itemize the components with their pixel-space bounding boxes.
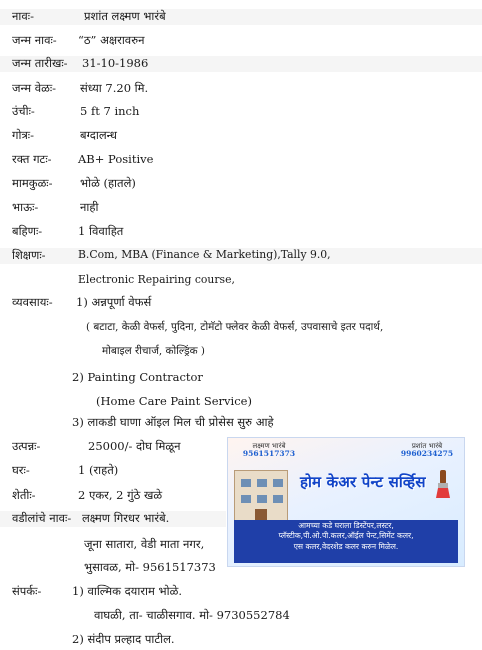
label-business: व्यवसायः- [12, 295, 53, 309]
row-blood-group [0, 152, 482, 168]
row-education [0, 248, 482, 264]
value-brother: नाही [80, 200, 99, 214]
row-business [0, 295, 482, 311]
value-dob: 31-10-1986 [82, 56, 149, 70]
row-house [0, 463, 226, 479]
label-education: शिक्षणः- [12, 248, 46, 262]
label-dob: जन्म तारीखः- [12, 56, 68, 70]
row-name [0, 9, 482, 25]
row-mama [0, 176, 482, 192]
row-gotra [0, 128, 482, 144]
banner-services-line-3: एस कलर,वेदरशेड कलर करुन मिळेल. [293, 541, 399, 551]
banner-title: होम केअर पेन्ट सर्व्हिस [300, 473, 426, 491]
value-farm: 2 एकर, 2 गुंठे खळे [78, 488, 163, 502]
row-farm [0, 488, 226, 504]
banner-services-line-2: प्लॅस्टीक,पी.ओ.पी.कलर,ऑईल पेन्ट,सिमेंट कलर, [278, 531, 414, 541]
label-birth-name: जन्म नावः- [12, 33, 57, 47]
banner-right-name: प्रशांत भारंबे [411, 442, 443, 450]
row-brother [0, 200, 482, 216]
label-sister: बहिणः- [12, 224, 43, 238]
business-item-2: 2) Painting Contractor [72, 370, 203, 384]
value-gotra: बग्दालन्ध [80, 128, 117, 142]
label-birth-time: जन्म वेळः- [12, 81, 57, 95]
business-item-3: 3) लाकडी घाणा ऑइल मिल ची प्रोसेस सुरु आहे [72, 415, 274, 429]
contact-item-2: 2) संदीप प्रल्हाद पाटील. [72, 632, 175, 646]
business-item-1-detail-1: ( बटाटा, केळी वेफर्स, पुदिना, टोमॅटो फ्लेवर केळी वेफर्स, उपवासाचे इतर पदार्थ, [86, 321, 384, 333]
paint-service-banner [227, 437, 465, 567]
label-brother: भाऊः- [12, 200, 39, 214]
value-height: 5 ft 7 inch [80, 104, 140, 118]
label-mama: मामकुळः- [12, 176, 53, 190]
label-name: नावः- [12, 9, 34, 23]
value-name: प्रशांत लक्ष्मण भारंबे [84, 9, 166, 23]
row-birth-time [0, 81, 482, 97]
label-income: उत्पन्नः- [12, 439, 41, 453]
label-contact: संपर्कः- [12, 584, 42, 598]
row-height [0, 104, 482, 120]
row-contact [0, 584, 482, 600]
value-birth-name: “ठ” अक्षरावरुन [78, 33, 145, 47]
label-blood-group: रक्त गटः- [12, 152, 52, 166]
value-education-line2: Electronic Repairing course, [78, 273, 235, 286]
value-income: 25000/- दोघ मिळून [88, 439, 181, 453]
value-mama: भोळे (हातले) [80, 176, 136, 190]
banner-services-line-1: आमच्या कडे घराला डिस्टेंपर,लस्टर, [298, 521, 394, 530]
value-blood-group: AB+ Positive [78, 152, 154, 166]
row-income [0, 439, 226, 455]
building-icon [234, 470, 288, 524]
label-height: उंचीः- [12, 104, 35, 118]
value-sister: 1 विवाहित [78, 224, 124, 238]
banner-left-name: लक्ष्मण भारंबे [252, 442, 286, 450]
banner-right-contact [392, 442, 462, 458]
contact-item-1: 1) वाल्मिक दयाराम भोळे. [72, 584, 183, 598]
label-father: वडीलांचे नावः- [12, 511, 72, 525]
row-father [0, 511, 226, 527]
value-birth-time: संध्या 7.20 मि. [80, 81, 149, 95]
business-item-2-detail: (Home Care Paint Service) [96, 394, 252, 408]
value-education-line1: B.Com, MBA (Finance & Marketing),Tally 9.0, [78, 248, 331, 261]
business-item-1: 1) अन्नपूर्णा वेफर्स [76, 295, 152, 309]
banner-left-contact [234, 442, 304, 458]
banner-right-phone: 9960234275 [400, 449, 454, 458]
banner-services-band [234, 520, 458, 563]
address-line-2: भुसावळ, मो- 9561517373 [84, 560, 216, 574]
paint-brush-icon [430, 468, 456, 500]
business-item-1-detail-2: मोबाइल रीचार्ज, कोल्ड्रिंक ) [102, 345, 205, 357]
banner-left-phone: 9561517373 [242, 449, 296, 458]
contact-item-1-detail: वाघळी, ता- चाळीसगाव. मो- 9730552784 [94, 608, 290, 622]
row-sister [0, 224, 482, 240]
label-gotra: गोत्रः- [12, 128, 35, 142]
row-dob [0, 56, 482, 72]
value-father: लक्ष्मण गिरधर भारंबे. [82, 511, 170, 525]
address-line-1: जूना सातारा, वेडी माता नगर, [84, 537, 205, 551]
label-farm: शेतीः- [12, 488, 36, 502]
label-house: घरः- [12, 463, 30, 477]
value-house: 1 (राहते) [78, 463, 119, 477]
row-birth-name [0, 33, 482, 49]
